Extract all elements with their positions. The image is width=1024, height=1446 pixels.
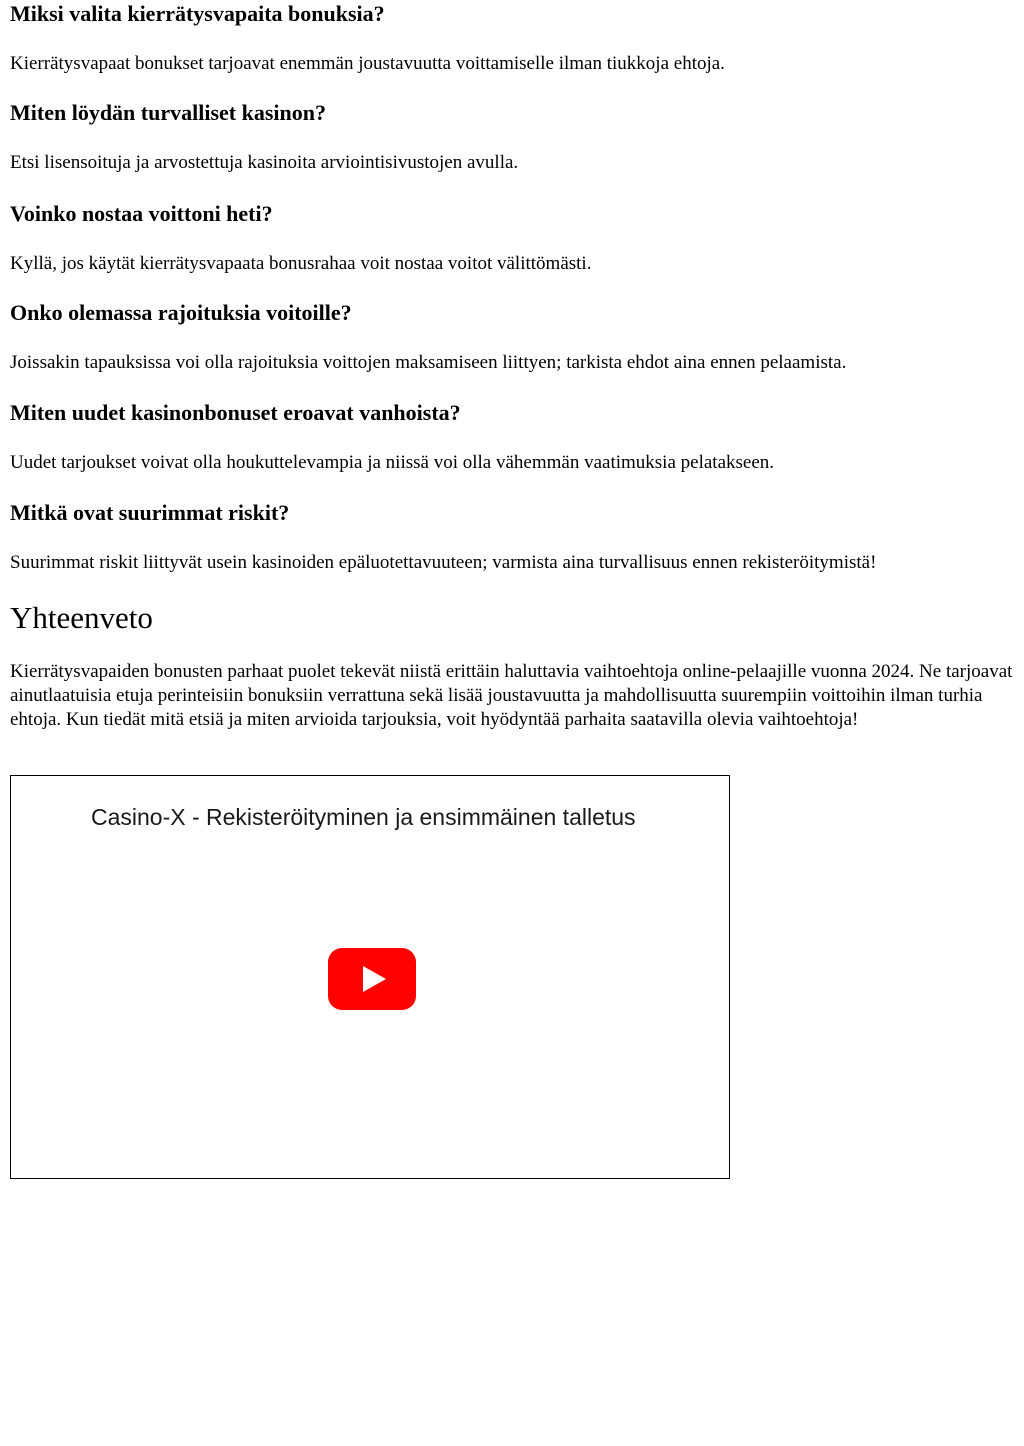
faq-answer-3: Kyllä, jos käytät kierrätysvapaata bonusrahaa voit nostaa voitot välittömästi.: [10, 253, 592, 274]
video-embed[interactable]: [10, 775, 730, 1179]
faq-answer-5: Uudet tarjoukset voivat olla houkuttelevampia ja niissä voi olla vähemmän vaatimuksia pelatakseen.: [10, 452, 775, 473]
faq-question-3: Voinko nostaa voittoni heti?: [10, 201, 273, 226]
video-title[interactable]: Casino-X - Rekisteröityminen ja ensimmäinen talletus: [91, 804, 636, 830]
faq-answer-1: Kierrätysvapaat bonukset tarjoavat enemmän joustavuutta voittamiselle ilman tiukkoja ehtoja.: [10, 53, 725, 74]
youtube-play-icon[interactable]: [328, 948, 416, 1010]
faq-question-1: Miksi valita kierrätysvapaita bonuksia?: [10, 1, 385, 26]
faq-answer-4: Joissakin tapauksissa voi olla rajoituksia voittojen maksamiseen liittyen; tarkista ehdot aina ennen pelaamista.: [10, 352, 847, 373]
faq-question-5: Miten uudet kasinonbonuset eroavat vanhoista?: [10, 400, 461, 425]
faq-question-2: Miten löydän turvalliset kasinon?: [10, 100, 326, 125]
faq-answer-2: Etsi lisensoituja ja arvostettuja kasinoita arviointisivustojen avulla.: [10, 152, 519, 173]
summary-text: Kierrätysvapaiden bonusten parhaat puolet tekevät niistä erittäin haluttavia vaihtoehtoja online-pelaajille vuonna 2024. Ne tarjoavat ainutlaatuisia etuja perinteisiin bonuksiin verrattuna sekä lisää joustavuutta ja mahdollisuutta suurempiin voittoihin ilman turhia ehtoja. Kun tiedät mitä etsiä ja miten arvioida tarjouksia, voit hyödyntää parhaita saatavilla olevia vaihtoehtoja!: [10, 661, 1013, 730]
faq-question-6: Mitkä ovat suurimmat riskit?: [10, 500, 290, 525]
play-button-graphic: [328, 948, 416, 1010]
summary-heading: Yhteenveto: [10, 600, 153, 635]
faq-question-4: Onko olemassa rajoituksia voitoille?: [10, 300, 352, 325]
faq-answer-6: Suurimmat riskit liittyvät usein kasinoiden epäluotettavuuteen; varmista aina turvallisuus ennen rekisteröitymistä!: [10, 552, 877, 573]
